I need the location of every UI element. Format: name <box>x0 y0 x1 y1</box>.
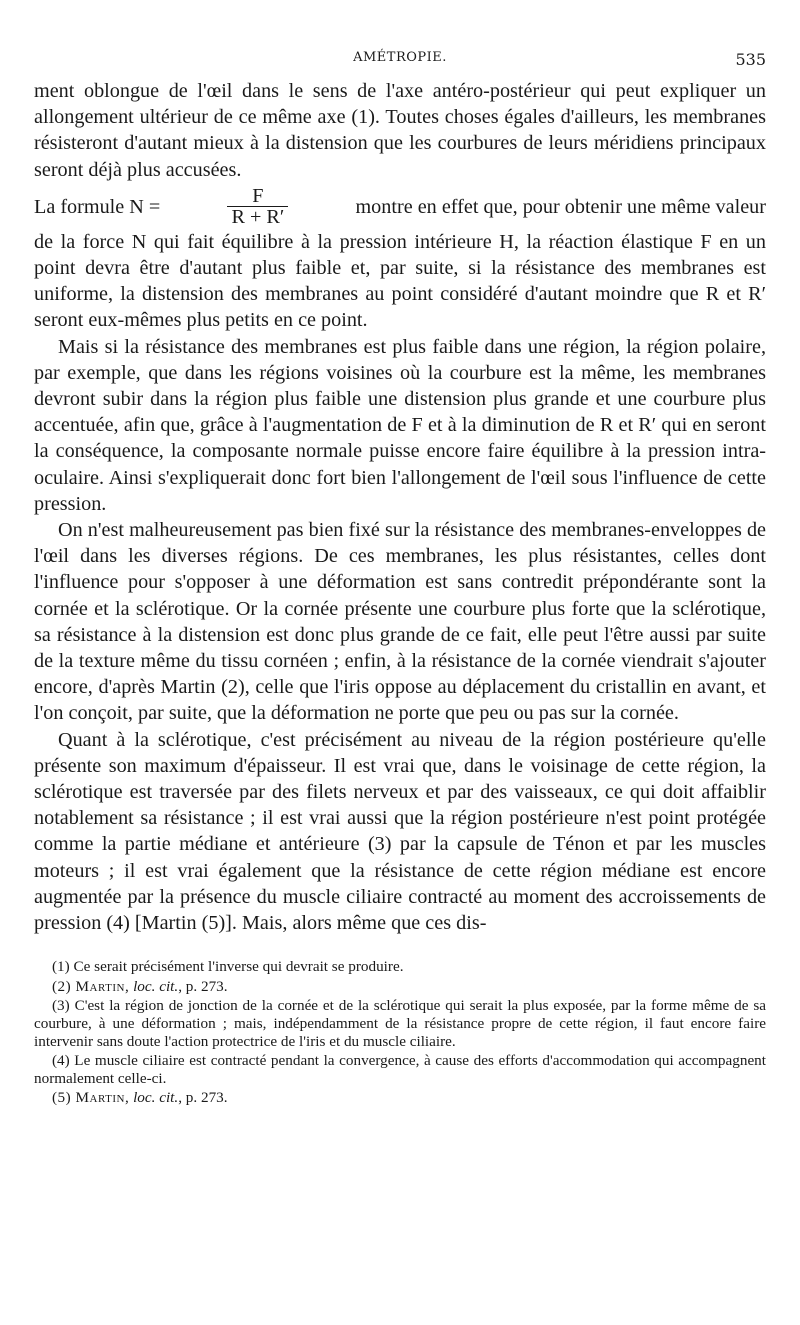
fraction-denominator: R + R′ <box>227 206 288 227</box>
fraction-numerator: F <box>252 185 264 208</box>
formula-suffix: montre en effet que, pour obtenir une même valeur <box>355 195 766 218</box>
formula-prefix: La formule N = <box>34 195 161 218</box>
footnote-5-page: , p. 273. <box>178 1089 228 1107</box>
footnote-5-cite: loc. cit. <box>133 1089 179 1107</box>
footnote-3: (3) C'est la région de jonction de la cornée et de la sclérotique qui serait la plus exposée, par la forme même de sa courbure, à une déformation ; mais, indépendamment de la résistance propre de cette région, il faut encore faire intervenir sans doute l'action protectrice de l'iris et du muscle ciliaire. <box>34 997 766 1050</box>
footnote-4: (4) Le muscle ciliaire est contracté pendant la convergence, à cause des efforts d'accommodation qui accompagnent normalement celle-ci. <box>34 1052 766 1087</box>
formula-fraction <box>227 186 288 227</box>
page-number: 535 <box>735 50 766 69</box>
book-page <box>34 44 766 1109</box>
footnote-2-cite: loc. cit. <box>133 977 179 995</box>
body-text <box>34 78 766 936</box>
page-header <box>34 44 766 70</box>
footnote-5 <box>34 1089 766 1107</box>
footnote-2-page: , p. 273. <box>178 977 228 995</box>
footnotes <box>34 958 766 1107</box>
paragraph-sclerotic: Quant à la sclérotique, c'est précisément au niveau de la région postérieure qu'elle présente son maximum d'épaisseur. Il est vrai que, dans le voisinage de cette région, la sclérotique est traversée par des filets nerveux et par des vaisseaux, ce qui doit affaiblir notablement sa résistance ; il est vrai aussi que la région postérieure n'est point protégée comme la partie médiane et antérieure (3) par la capsule de Ténon et par les muscles moteurs ; il est vrai également que la résistance de cette région médiane est encore augmentée par la présence du muscle ciliaire contracté au moment des accroissements de pression (4) [Martin (5)]. Mais, alors même que ces dis- <box>34 728 766 935</box>
paragraph-continuation: ment oblongue de l'œil dans le sens de l'axe antéro-postérieur qui peut expliquer un allongement ultérieur de ce même axe (1). Toutes choses égales d'ailleurs, les membranes résisteront d'autant mieux à la distension que les courbures de leurs méridiens principaux seront déjà plus accusées. <box>34 80 766 181</box>
paragraph-membrane-resistance: On n'est malheureusement pas bien fixé sur la résistance des membranes-enveloppes de l'œil dans les diverses régions. De ces membranes, les plus résistantes, celles dont l'influence pour s'opposer à une déformation est sans contredit prépondérante sont la cornée et la sclérotique. Or la cornée présente une courbure plus forte que la sclérotique, sa résistance à la distension est donc plus grande de ce fait, elle peut l'être aussi par suite de la texture même du tissu cornéen ; enfin, à la résistance de la cornée viendrait s'ajouter encore, d'après Martin (2), celle que l'iris oppose au déplacement du cristallin en avant, et l'on conçoit, par suite, que la déformation ne porte que peu ou pas sur la cornée. <box>34 519 766 725</box>
paragraph-force-equilibrium: de la force N qui fait équilibre à la pression intérieure H, la réaction élastique F en un point devra être d'autant plus faible et, par suite, si la résistance des membranes est uniforme, la distension des membranes au point considéré d'autant moindre que R et R′ seront eux-mêmes plus petits en ce point. <box>34 230 766 332</box>
paragraph-polar-region: Mais si la résistance des membranes est plus faible dans une région, la région polaire, par exemple, que dans les régions voisines où la courbure est la même, les membranes devront subir dans la région plus faible une distension plus grande et une courbure plus accentuée, afin que, grâce à l'augmentation de F et à la diminution de R et R′ qui en seront la conséquence, la composante normale puisse encore faire équilibre à la pression intra-oculaire. Ainsi s'expliquerait donc fort bien l'allongement de l'œil sous l'influence de cette pression. <box>34 335 766 515</box>
footnote-1: (1) Ce serait précisément l'inverse qui devrait se produire. <box>52 958 404 976</box>
footnote-5-author: (5) Martin, <box>52 1089 130 1107</box>
running-head: AMÉTROPIE. <box>353 50 447 65</box>
footnote-2-author: (2) Martin, <box>52 977 130 995</box>
footnote-2 <box>34 978 766 996</box>
formula-line <box>34 185 766 229</box>
